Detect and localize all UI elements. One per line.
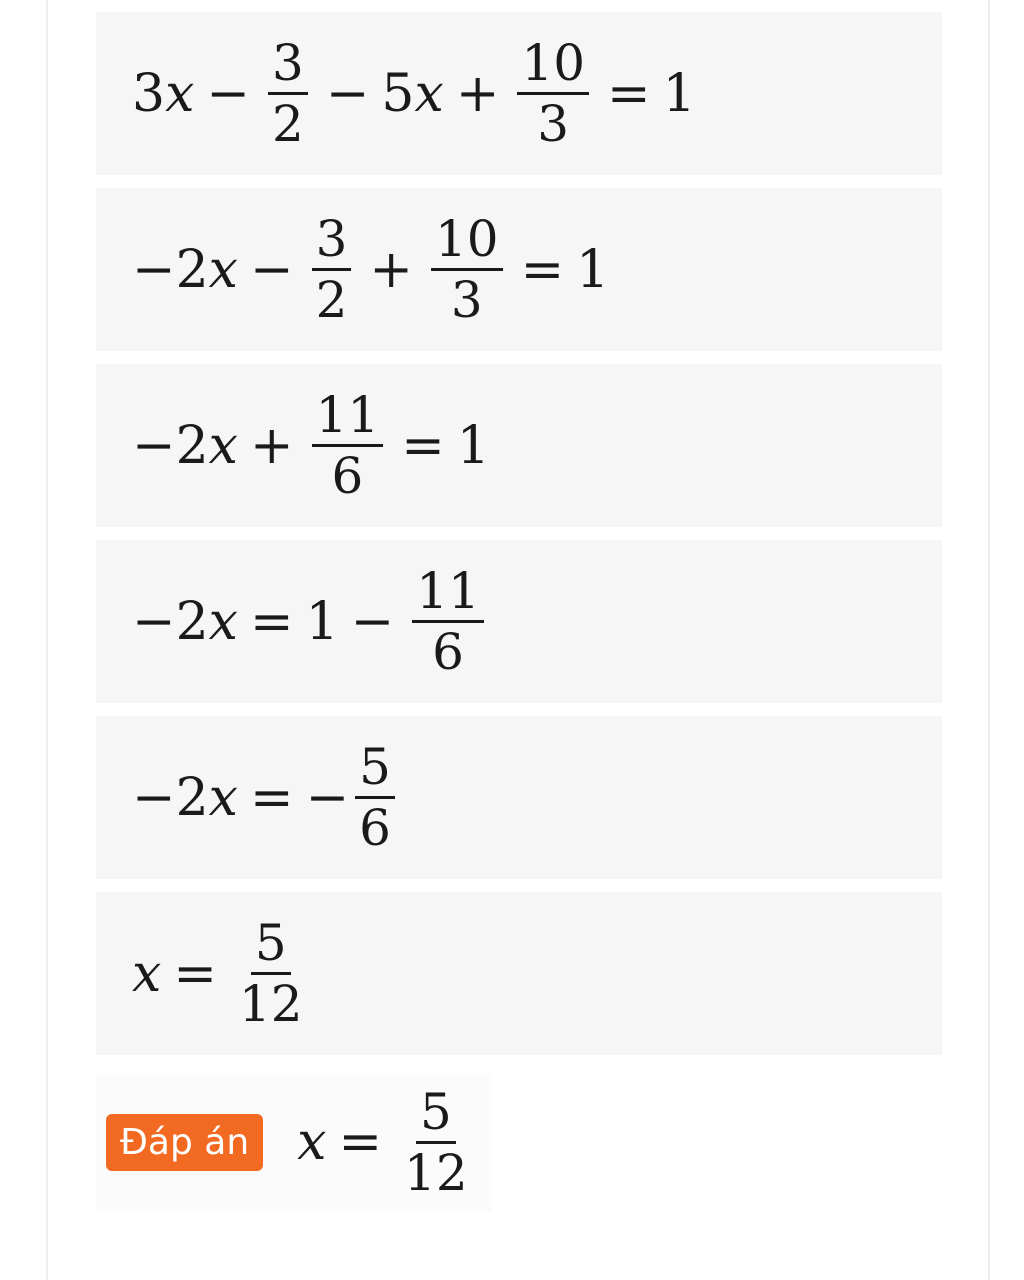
answer-row [96,1072,942,1212]
fraction-denominator: 6 [359,799,391,857]
math-operator: − [325,63,370,124]
fraction [312,210,352,329]
fraction-numerator: 3 [268,38,308,95]
fraction [235,914,307,1033]
fraction-numerator: 3 [312,214,352,271]
math-operator: − [350,591,395,652]
equation [132,562,490,681]
math-term: −2 [132,239,209,300]
solution-step [96,892,942,1055]
math-operator: = [173,943,217,1004]
fraction [431,210,503,329]
fraction-numerator: 5 [251,918,291,975]
fraction-numerator: 11 [412,566,484,623]
math-operator: − [249,239,294,300]
math-operator: = [249,767,294,828]
equation [132,386,490,505]
solution-steps [96,12,942,1068]
fraction-denominator: 6 [331,447,364,505]
equation [132,210,610,329]
math-term: −2 [132,767,209,828]
fraction-denominator: 3 [450,271,483,329]
answer-block [96,1073,492,1212]
fraction-numerator: 5 [355,742,395,799]
math-variable: x [208,591,238,652]
fraction-denominator: 3 [537,95,570,153]
solution-step [96,188,942,351]
fraction-denominator: 12 [404,1143,468,1202]
math-operator: + [455,63,500,124]
math-variable: x [414,63,444,124]
fraction-numerator: 10 [431,214,503,271]
math-term: 3 [132,63,166,124]
math-variable: x [208,415,238,476]
math-operator: − [206,63,250,124]
fraction-denominator: 2 [315,271,348,329]
math-variable: x [297,1112,327,1172]
fraction [400,1082,472,1202]
solution-step [96,364,942,527]
fraction-denominator: 12 [238,975,303,1033]
math-operator: + [369,239,413,300]
math-variable: x [165,63,195,124]
equation [132,738,401,857]
math-variable: x [208,239,238,300]
fraction [268,34,308,153]
math-term: 1 [456,415,490,476]
math-variable: x [208,767,238,828]
math-term: 1 [662,63,696,124]
math-operator: = [401,415,445,476]
math-variable: x [132,943,162,1004]
solution-step [96,716,942,879]
fraction [517,34,589,153]
fraction [412,562,484,681]
math-operator: = [607,63,651,124]
math-term: − [305,767,350,828]
math-term: −2 [132,415,209,476]
fraction [312,386,384,505]
math-operator: = [338,1112,383,1172]
math-operator: + [249,415,294,476]
solution-step [96,540,942,703]
answer-equation [297,1082,478,1202]
math-operator: = [520,239,565,300]
fraction-numerator: 10 [517,38,589,95]
equation [132,914,313,1033]
math-operator: = [249,591,294,652]
fraction [355,738,395,857]
solution-step [96,12,942,175]
fraction-numerator: 11 [312,390,384,447]
answer-badge: Đáp án [106,1114,263,1171]
math-term: −2 [132,591,209,652]
fraction-denominator: 6 [432,623,464,681]
math-term: 1 [576,239,610,300]
fraction-numerator: 5 [416,1087,456,1144]
equation [132,34,696,153]
math-term: 5 [381,63,415,124]
math-term: 1 [305,591,339,652]
fraction-denominator: 2 [272,95,304,153]
